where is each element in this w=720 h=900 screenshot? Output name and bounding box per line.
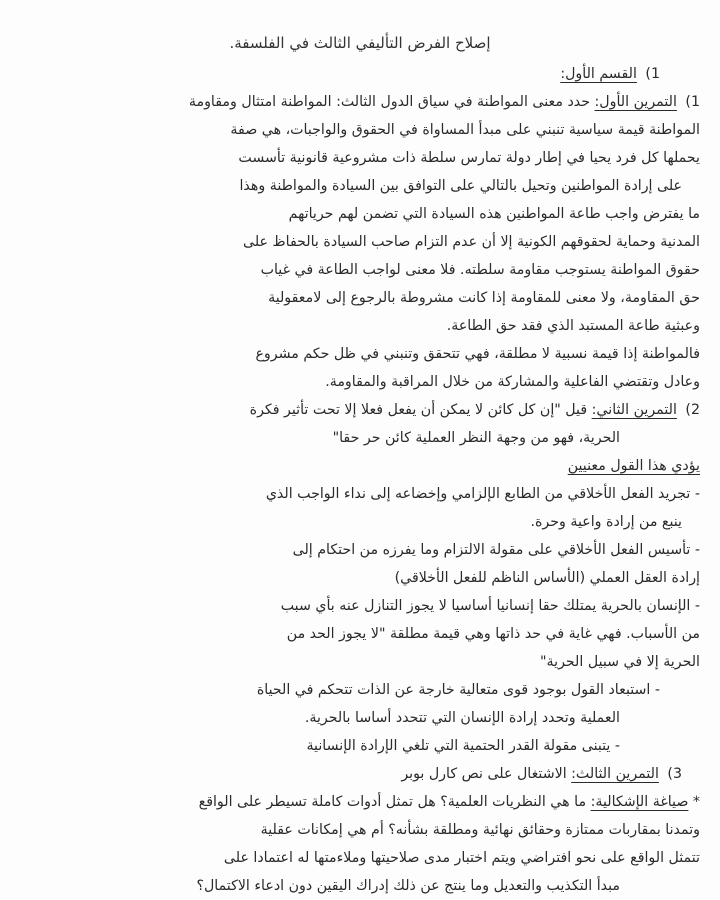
document-title: إصلاح الفرض التأليفي الثالث في الفلسفة.	[229, 34, 491, 52]
text-line: المدنية وحماية لحقوقهم الكونية إلا أن عدم التزام صاحب السيادة بالحفاظ على	[243, 234, 700, 250]
text-line: ينبع من إرادة واعية وحرة.	[530, 514, 682, 530]
text-line: - تأسيس الفعل الأخلاقي على مقولة الالتزام وما يفرزه من احتكام إلى	[292, 542, 700, 558]
exercise-3-heading	[28, 760, 700, 788]
text-line: العملية وتحدد إرادة الإنسان التي تتحدد أساسا بالحرية.	[304, 710, 620, 726]
section-number: 1)	[645, 66, 660, 82]
text-line: قيل "إن كل كائن لا يمكن أن يفعل فعلا إلا تحت تأثير فكرة	[249, 402, 588, 418]
section-heading	[28, 60, 700, 88]
text-line: المواطنة قيمة سياسية تنبني على مبدأ المساواة في الحقوق والواجبات، هي صفة	[230, 122, 700, 138]
text-line: حدد معنى المواطنة في سياق الدول الثالث: المواطنة امتثال ومقاومة	[188, 94, 591, 110]
text-line: حقوق المواطنة يستوجب مقاومة سلطته. فلا معنى لواجب الطاعة في غياب	[260, 262, 700, 278]
problem-statement-heading	[28, 788, 700, 816]
exercise-number: 3)	[667, 766, 682, 782]
text-line: تتمثل الواقع على نحو افتراضي ويتم اختبار مدى صلاحيتها وملاءمتها له اعتمادا على	[223, 850, 700, 866]
exercise-number: 2)	[685, 402, 700, 418]
text-line: إرادة العقل العملي (الأساس الناظم للفعل الأخلاقي)	[394, 570, 700, 586]
text-line: ما هي النظريات العلمية؟ هل تمثل أدوات كاملة تسيطر على الواقع	[198, 794, 587, 810]
text-line: - يتبنى مقولة القدر الحتمية التي تلغي الإرادة الإنسانية	[306, 738, 620, 754]
text-line: الحرية إلا في سبيل الحرية"	[539, 654, 700, 670]
text-line: الاشتغال على نص كارل بوبر	[401, 766, 567, 782]
text-line: - استبعاد القول بوجود قوى متعالية خارجة عن الذات تتحكم في الحياة	[256, 682, 660, 698]
bullet-icon: *	[692, 794, 700, 810]
text-line: يؤدي هذا القول معنيين	[567, 458, 700, 474]
exercise-label: التمرين الثالث:	[571, 766, 659, 782]
exercise-number: 1)	[685, 94, 700, 110]
text-line: الحرية، فهو من وجهة النظر العملية كائن حر حقا"	[332, 430, 620, 446]
section-label: القسم الأول:	[560, 66, 637, 82]
text-line: - الإنسان بالحرية يمتلك حقا إنسانيا أساسيا لا يجوز التنازل عنه بأي سبب	[280, 598, 700, 614]
exercise-1-heading	[28, 88, 700, 116]
text-line: ما يفترض واجب طاعة المواطنين هذه السيادة التي تضمن لهم حرياتهم	[288, 206, 700, 222]
text-line: وعبثية طاعة المستبد الذي فقد حق الطاعة.	[446, 318, 700, 334]
text-line: من الأسباب. فهي غاية في حد ذاتها وهي قيمة مطلقة "لا يجوز الحد من	[286, 626, 700, 642]
text-line: فالمواطنة إذا قيمة نسبية لا مطلقة، فهي تتحقق وتنبني في ظل حكم مشروع	[255, 346, 700, 362]
exercise-2-heading	[28, 396, 700, 424]
document-body	[28, 60, 700, 900]
text-line: حق المقاومة، ولا معنى للمقاومة إذا كانت مشروطة بالرجوع إلى لامعقولية	[268, 290, 700, 306]
text-line: وعادل وتقتضي الفاعلية والمشاركة من خلال المراقبة والمقاومة.	[325, 374, 700, 390]
exercise-label: التمرين الثاني:	[591, 402, 677, 418]
exercise-label: التمرين الأول:	[594, 94, 677, 110]
text-line: وتمدنا بمقاربات ممتازة وحقائق نهائية ومطلقة بشأنه؟ أم هي إمكانات عقلية	[260, 822, 700, 838]
text-line: على إرادة المواطنين وتحيل بالتالي على التوافق بين السيادة والمواطنة وهذا	[239, 178, 682, 194]
problem-label: صياغة الإشكالية:	[590, 794, 689, 810]
text-line: يحملها كل فرد يحيا في إطار دولة تمارس سلطة ذات مشروعية قانونية تأسست	[238, 150, 700, 166]
text-line: مبدأ التكذيب والتعديل وما ينتج عن ذلك إدراك اليقين دون ادعاء الاكتمال؟	[196, 878, 620, 894]
text-line: - تجريد الفعل الأخلاقي من الطابع الإلزامي وإخضاعه إلى نداء الواجب الذي	[265, 486, 700, 502]
